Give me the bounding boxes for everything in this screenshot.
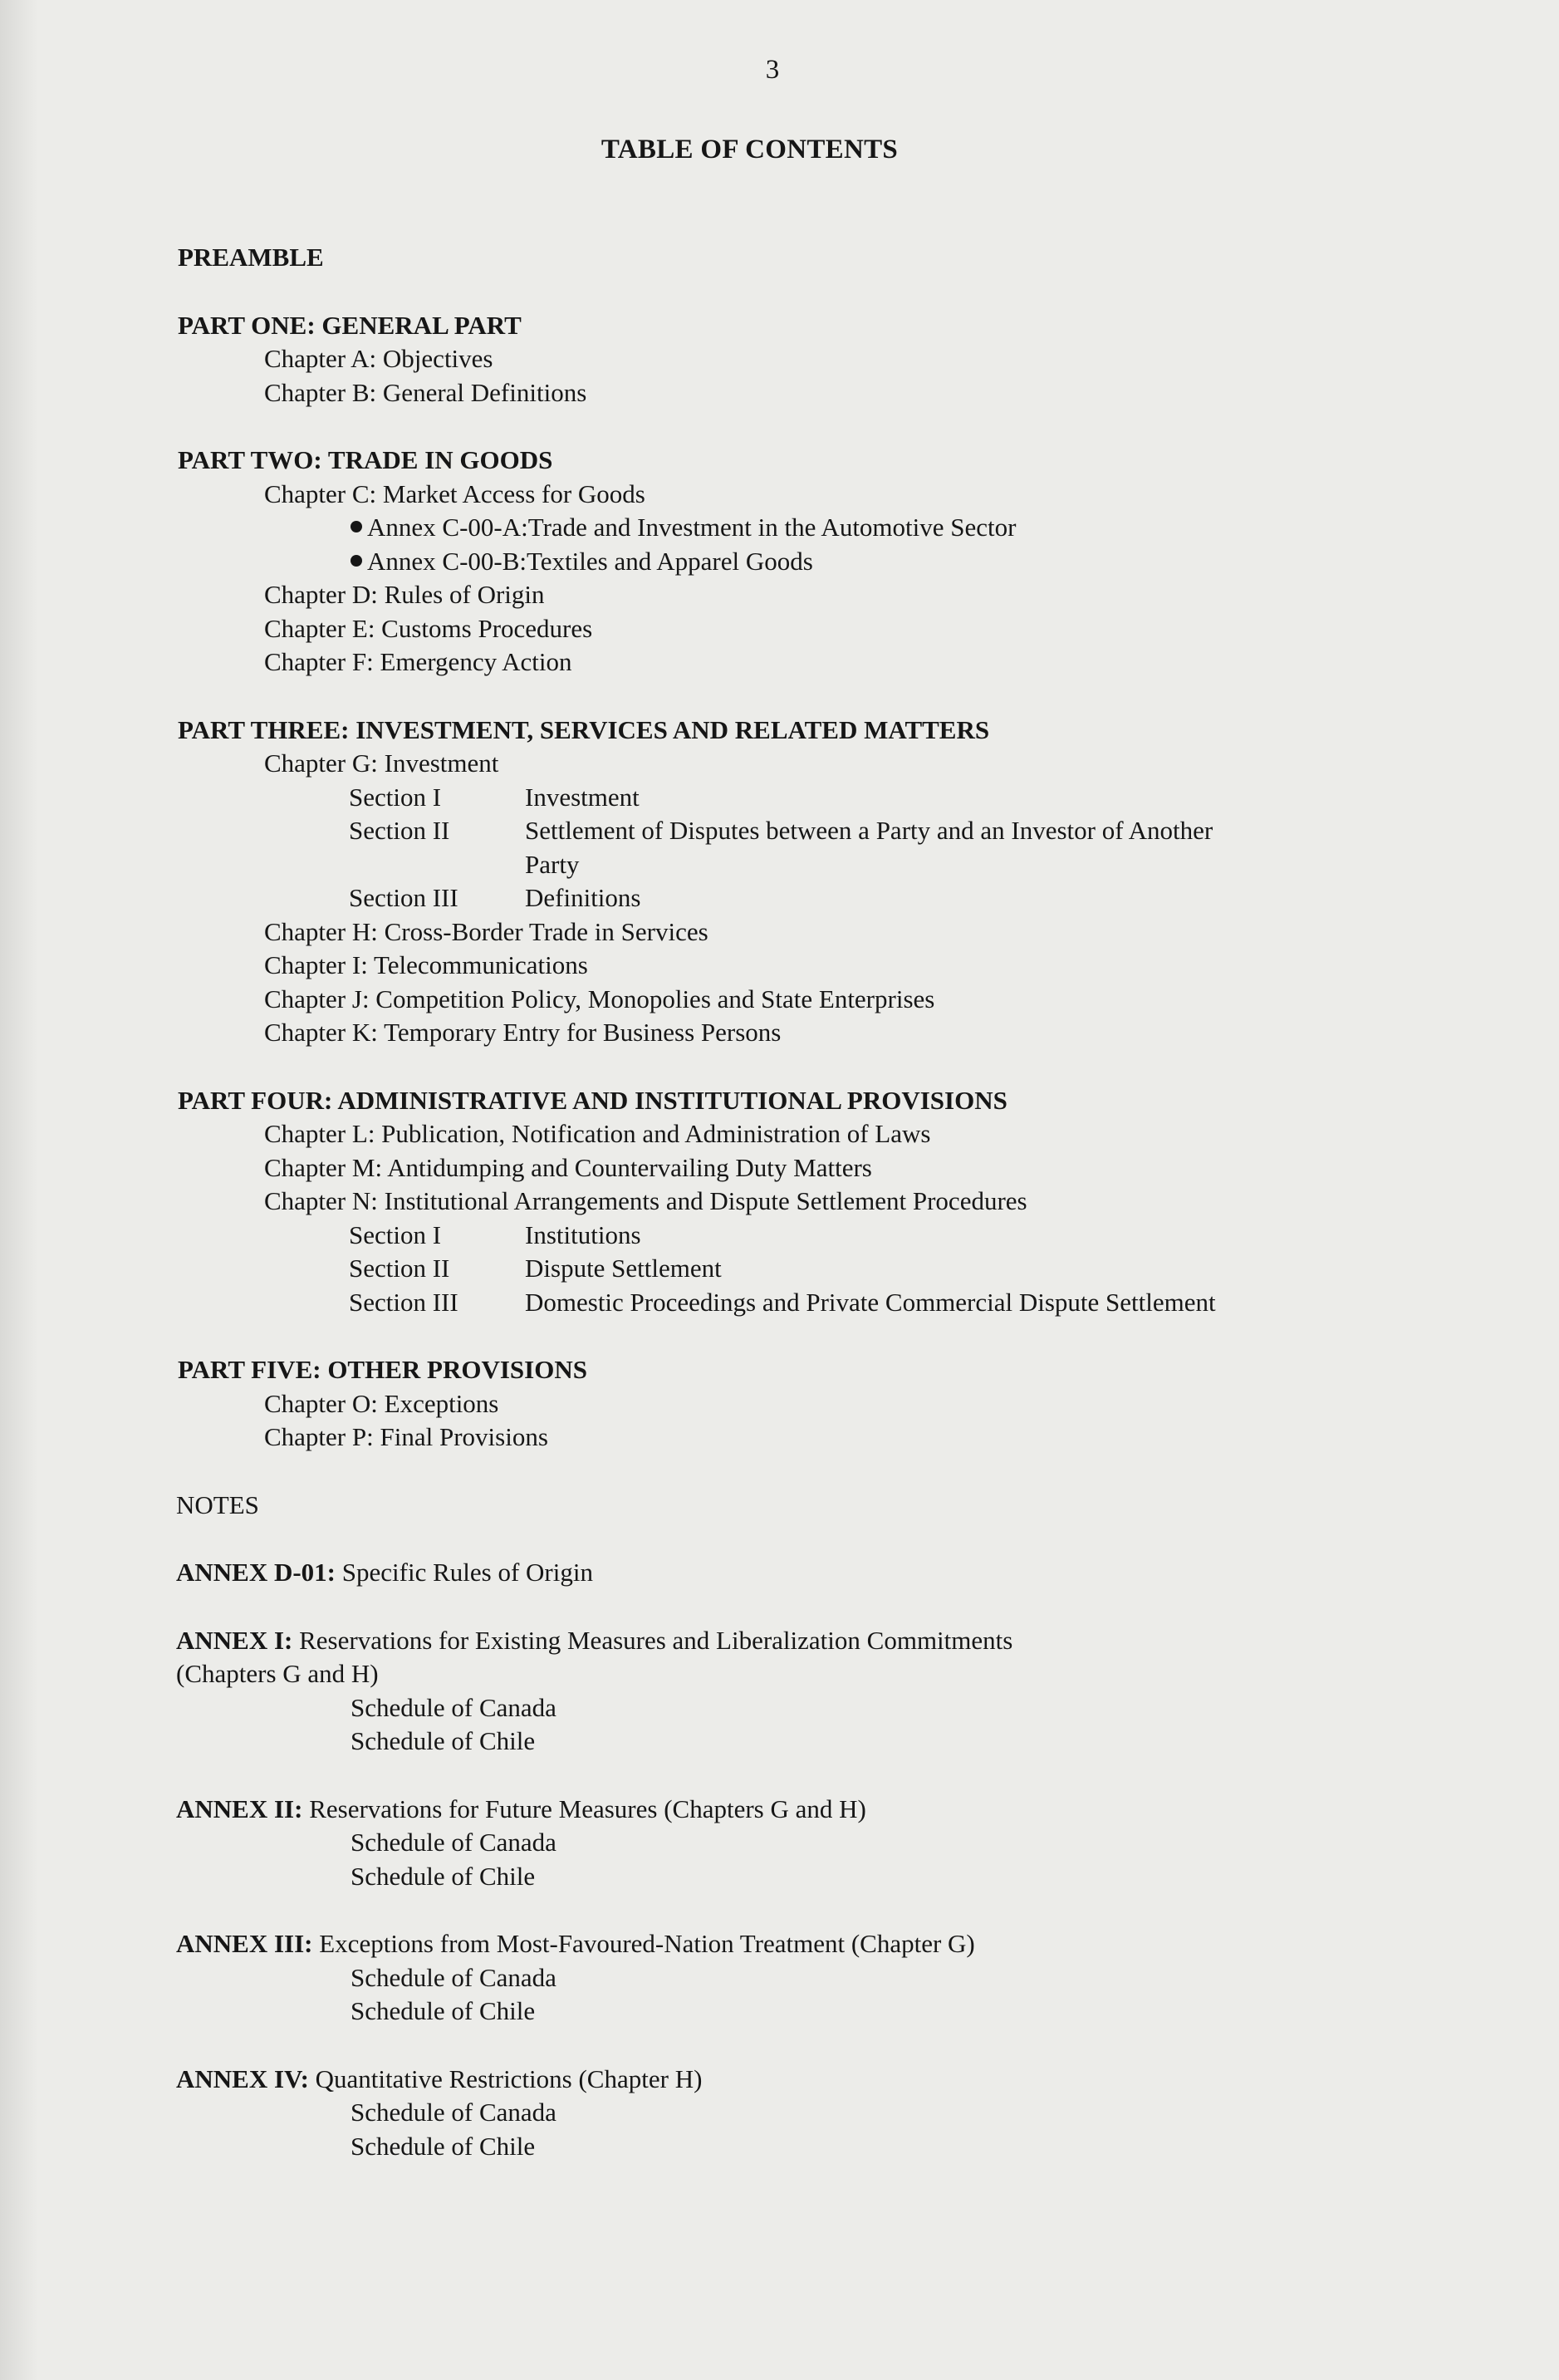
annex-1-title-continued: (Chapters G and H) <box>176 1659 379 1688</box>
annex-2-title: Reservations for Future Measures (Chapters G and H) <box>309 1794 866 1823</box>
section-entry <box>176 1286 1405 1320</box>
section-number: Section II <box>349 1254 450 1283</box>
annex-d01-label: ANNEX D-01: <box>176 1558 336 1587</box>
schedule-entry: Schedule of Chile <box>351 1726 536 1755</box>
section-entry <box>176 881 1405 915</box>
annex-3-block <box>176 1927 1405 2029</box>
annex-d01-block <box>176 1556 1405 1590</box>
chapter-entry: Chapter E: Customs Procedures <box>264 613 593 643</box>
annex-4-heading <box>176 2063 1405 2097</box>
annex-label: Annex C-00-A:Trade and Investment in the Automotive Sector <box>367 513 1017 542</box>
annex-entry <box>176 545 1405 579</box>
annex-3-label: ANNEX III: <box>176 1929 313 1958</box>
annex-1-title: Reservations for Existing Measures and Liberalization Commitments <box>299 1625 1013 1655</box>
schedule-entry: Schedule of Chile <box>351 1996 536 2025</box>
part-five-block <box>176 1353 1405 1455</box>
chapter-entry: Chapter G: Investment <box>264 748 499 778</box>
section-number: Section III <box>349 1287 458 1317</box>
preamble-heading: PREAMBLE <box>178 243 324 272</box>
part-four-block <box>176 1084 1405 1320</box>
chapter-entry: Chapter I: Telecommunications <box>264 950 588 979</box>
section-entry <box>176 1252 1405 1286</box>
chapter-entry: Chapter L: Publication, Notification and Administration of Laws <box>264 1119 931 1148</box>
section-entry <box>176 814 1405 881</box>
chapter-entry: Chapter N: Institutional Arrangements and Dispute Settlement Procedures <box>264 1186 1027 1215</box>
annex-d01-title: Specific Rules of Origin <box>341 1558 593 1587</box>
schedule-entry: Schedule of Canada <box>351 1962 556 1992</box>
notes-block <box>176 1489 1405 1523</box>
schedule-entry: Schedule of Chile <box>351 2131 536 2161</box>
part-one-block <box>176 309 1405 410</box>
page-title: TABLE OF CONTENTS <box>601 135 899 164</box>
annex-3-title: Exceptions from Most-Favoured-Nation Treatment (Chapter G) <box>319 1929 975 1958</box>
section-number: Section I <box>349 782 442 812</box>
section-number: Section III <box>349 883 458 912</box>
part-five-heading: PART FIVE: OTHER PROVISIONS <box>178 1355 587 1384</box>
chapter-entry: Chapter H: Cross-Border Trade in Services <box>264 916 708 946</box>
chapter-entry: Chapter F: Emergency Action <box>264 647 572 676</box>
annex-d01-heading <box>176 1556 1405 1590</box>
chapter-entry: Chapter M: Antidumping and Countervailing Duty Matters <box>264 1152 872 1182</box>
chapter-entry: Chapter P: Final Provisions <box>264 1422 548 1451</box>
chapter-entry: Chapter D: Rules of Origin <box>264 580 545 609</box>
annex-2-block <box>176 1793 1405 1894</box>
annex-entry <box>176 511 1405 545</box>
annex-2-label: ANNEX II: <box>176 1794 303 1823</box>
annex-label: Annex C-00-B:Textiles and Apparel Goods <box>367 546 813 576</box>
annex-4-label: ANNEX IV: <box>176 2063 309 2093</box>
part-one-heading: PART ONE: GENERAL PART <box>178 310 522 340</box>
schedule-entry: Schedule of Canada <box>351 1692 556 1722</box>
notes-heading: NOTES <box>176 1489 259 1519</box>
part-three-heading: PART THREE: INVESTMENT, SERVICES AND RELATED MATTERS <box>178 714 990 744</box>
section-number: Section I <box>349 1219 442 1249</box>
part-three-block <box>176 714 1405 1050</box>
chapter-entry: Chapter C: Market Access for Goods <box>264 478 645 508</box>
table-of-contents <box>176 241 1405 2197</box>
chapter-entry: Chapter K: Temporary Entry for Business Persons <box>264 1018 782 1047</box>
section-title: Settlement of Disputes between a Party and an Investor of Another Party <box>525 816 1213 879</box>
page-number: 3 <box>765 55 780 85</box>
section-title: Definitions <box>525 883 641 912</box>
section-title: Domestic Proceedings and Private Commercial Dispute Settlement <box>525 1287 1216 1317</box>
section-title: Investment <box>525 782 640 812</box>
chapter-entry: Chapter O: Exceptions <box>264 1388 499 1418</box>
section-title: Dispute Settlement <box>525 1254 722 1283</box>
annex-2-heading <box>176 1793 1405 1827</box>
annex-1-label: ANNEX I: <box>176 1625 293 1655</box>
part-two-block <box>176 444 1405 680</box>
bullet-icon <box>351 521 362 532</box>
annex-4-block <box>176 2063 1405 2164</box>
annex-1-block <box>176 1624 1405 1759</box>
schedule-entry: Schedule of Canada <box>351 2098 556 2127</box>
annex-1-heading <box>176 1624 1405 1658</box>
chapter-entry: Chapter B: General Definitions <box>264 377 587 407</box>
page-edge-shadow <box>0 0 38 2380</box>
bullet-icon <box>351 555 362 567</box>
schedule-entry: Schedule of Canada <box>351 1828 556 1857</box>
section-title: Institutions <box>525 1219 641 1249</box>
chapter-entry: Chapter A: Objectives <box>264 344 493 373</box>
part-two-heading: PART TWO: TRADE IN GOODS <box>178 445 553 474</box>
part-four-heading: PART FOUR: ADMINISTRATIVE AND INSTITUTIONAL PROVISIONS <box>178 1085 1007 1115</box>
section-number: Section II <box>349 816 450 845</box>
chapter-entry: Chapter J: Competition Policy, Monopolies and State Enterprises <box>264 984 935 1013</box>
annex-4-title: Quantitative Restrictions (Chapter H) <box>315 2063 703 2093</box>
section-entry <box>176 781 1405 815</box>
preamble-block <box>176 241 1405 275</box>
schedule-entry: Schedule of Chile <box>351 1861 536 1891</box>
section-entry <box>176 1219 1405 1253</box>
annex-3-heading <box>176 1927 1405 1961</box>
